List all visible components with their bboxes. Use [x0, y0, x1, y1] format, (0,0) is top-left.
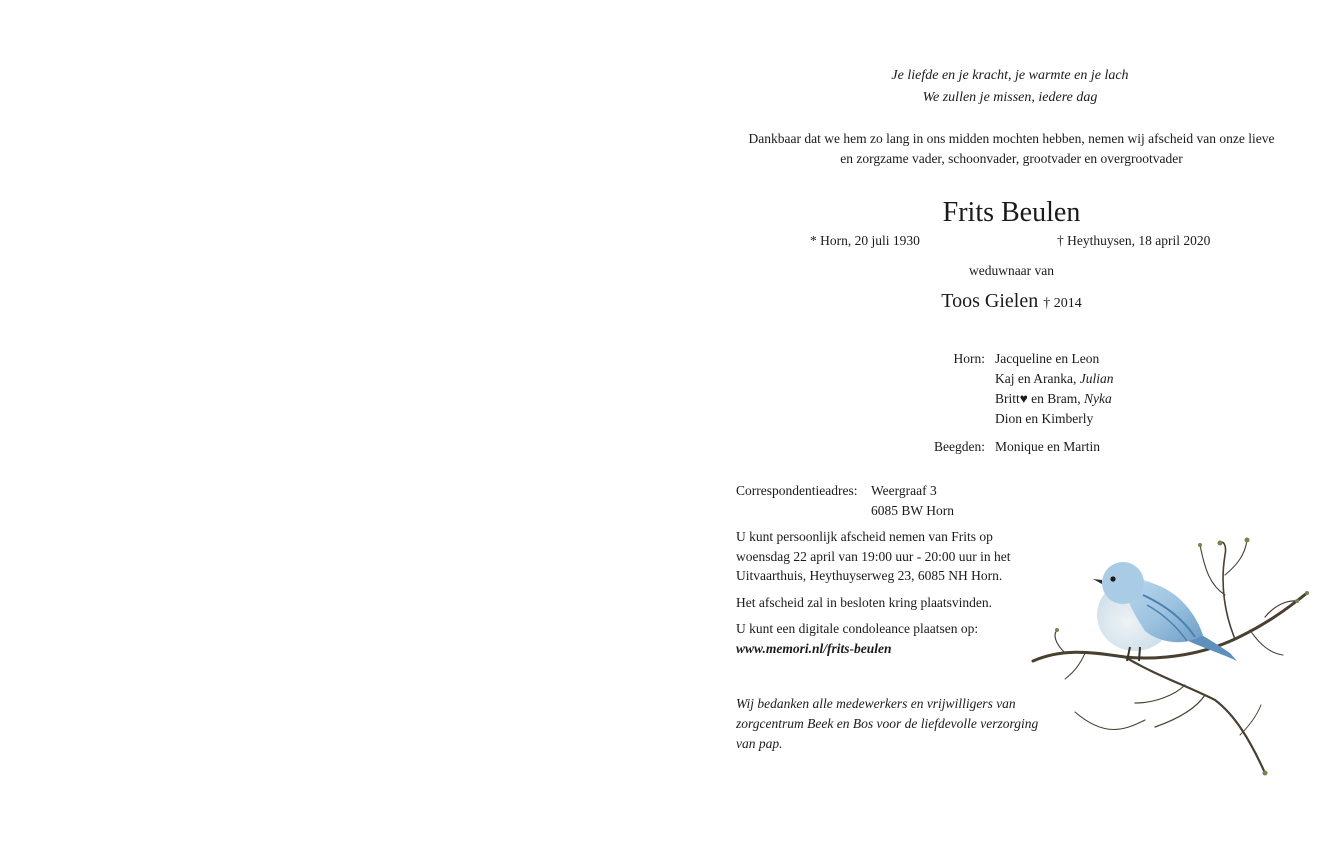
intro-line: Dankbaar dat we hem zo lang in ons midden mochten hebben, nemen wij afscheid van onze lieve: [748, 131, 1275, 146]
bluebird-on-branch-image: [1025, 535, 1315, 780]
spouse-name: Toos Gielen: [941, 290, 1039, 312]
bird: [1093, 562, 1237, 661]
address-street: Weergraaf 3: [871, 483, 937, 498]
family-group-horn: [880, 349, 1113, 429]
address-city: 6085 BW Horn: [871, 502, 954, 518]
thanks-note: Wij bedanken alle medewerkers en vrijwilligers van zorgcentrum Beek en Bos voor de liefdevolle verzorging van pap.: [736, 696, 1039, 751]
condolence-link[interactable]: www.memori.nl/frits-beulen: [736, 640, 892, 656]
condolence-info: [736, 619, 1036, 658]
family-group-beegden: [880, 437, 1113, 457]
poem-line: Je liefde en je kracht, je warmte en je lach: [891, 68, 1129, 83]
family-member: Dion en Kimberly: [995, 411, 1094, 426]
condolence-text: U kunt een digitale condoleance plaatsen op:: [736, 621, 979, 636]
practical-info: [736, 481, 1036, 658]
family-place: Beegden:: [934, 439, 985, 454]
birth-info: * Horn, 20 juli 1930: [810, 233, 920, 248]
family-members: [995, 349, 1113, 429]
death-info: † Heythuysen, 18 april 2020: [1057, 233, 1211, 248]
ceremony-info: Het afscheid zal in besloten kring plaatsvinden.: [736, 594, 993, 610]
family-member: Britt♥ en Bram, Nyka: [995, 391, 1112, 406]
spouse-death-year: † 2014: [1043, 296, 1082, 311]
deceased-name: Frits Beulen: [942, 197, 1081, 228]
family-member: Jacqueline en Leon: [995, 351, 1100, 366]
poem-line: We zullen je missen, iedere dag: [922, 90, 1098, 105]
family-members: [995, 437, 1100, 457]
family-member: Kaj en Aranka, Julian: [995, 371, 1114, 386]
family-place: Horn:: [953, 351, 985, 366]
widower-label: weduwnaar van: [968, 263, 1055, 278]
correspondence-address: [736, 481, 1036, 520]
branch: [1033, 540, 1307, 773]
spouse: [730, 287, 1293, 318]
farewell-info: U kunt persoonlijk afscheid nemen van Frits op woensdag 22 april van 19:00 uur - 20:00 uur in het Uitvaarthuis, Heythuyserweg 23, 6085 NH Horn.: [736, 529, 1011, 583]
family-member: Monique en Martin: [995, 439, 1100, 454]
family-list: [880, 349, 1113, 457]
intro-text: [730, 129, 1293, 169]
intro-line: en zorgzame vader, schoonvader, grootvader en overgrootvader: [840, 151, 1183, 166]
poem: [730, 65, 1290, 109]
correspondence-label: Correspondentieadres:: [736, 483, 858, 498]
